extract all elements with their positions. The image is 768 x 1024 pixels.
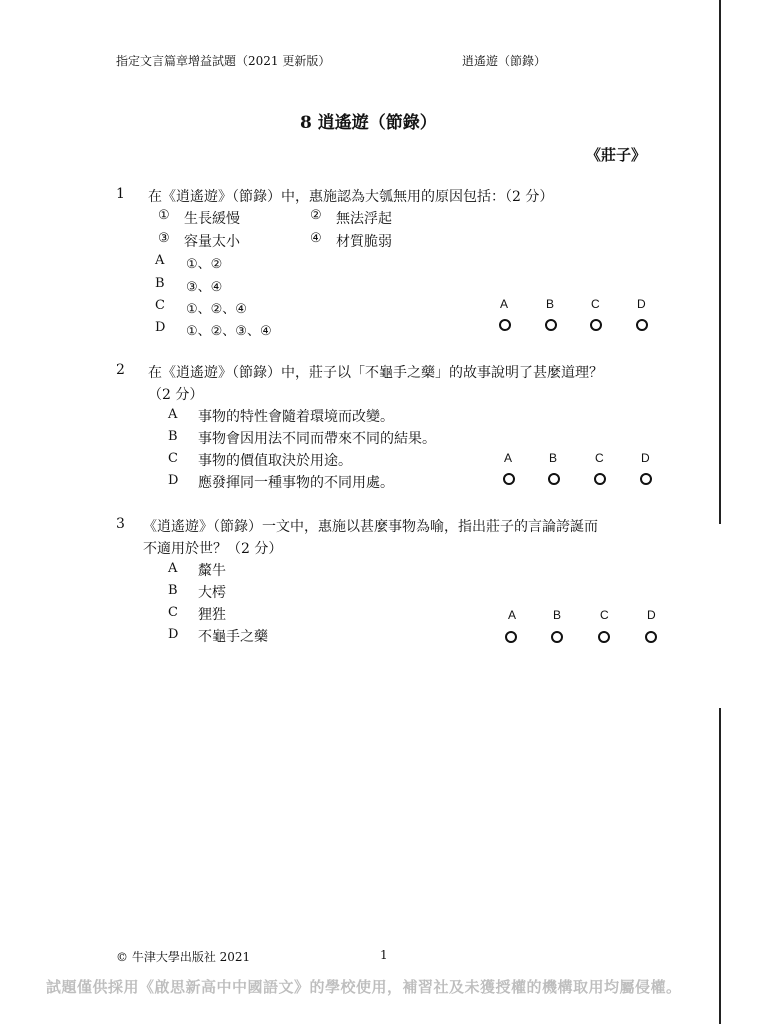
option-letter: A: [155, 253, 165, 268]
option-text: 狸狌: [198, 607, 226, 623]
option-letter: A: [168, 407, 178, 422]
margin-rule-top: [719, 0, 721, 524]
question-number: 2: [116, 362, 125, 378]
item-mark: ②: [310, 208, 322, 223]
answer-bubble-c[interactable]: [598, 631, 610, 643]
option-text: 斄牛: [198, 563, 226, 579]
option-letter: D: [168, 627, 179, 642]
question-stem: （2 分）: [148, 387, 204, 403]
answer-bubble-a[interactable]: [499, 319, 511, 331]
item-mark: ③: [158, 231, 170, 246]
answer-bubble-b[interactable]: [548, 473, 560, 485]
item-mark: ①: [158, 208, 170, 223]
answer-letter: A: [508, 608, 517, 622]
option-letter: D: [168, 473, 179, 488]
option-letter: B: [155, 276, 165, 291]
item-text: 無法浮起: [336, 211, 392, 227]
answer-letter: D: [647, 608, 656, 622]
header-right: 逍遙遊（節錄）: [462, 54, 547, 68]
copyright: © 牛津大學出版社 2021: [116, 950, 251, 964]
answer-bubble-c[interactable]: [590, 319, 602, 331]
answer-letter: D: [637, 297, 646, 311]
question-stem: 在《逍遙遊》（節錄）中，莊子以「不龜手之藥」的故事說明了甚麼道理？: [148, 365, 603, 381]
option-text: 事物的價值取決於用途。: [198, 453, 352, 469]
option-text: ①、②、③、④: [186, 324, 272, 339]
item-text: 生長緩慢: [184, 211, 240, 227]
page-number: 1: [380, 948, 388, 962]
option-letter: C: [168, 605, 178, 620]
answer-bubble-c[interactable]: [594, 473, 606, 485]
option-text: 事物會因用法不同而帶來不同的結果。: [198, 431, 436, 447]
item-text: 容量太小: [184, 234, 240, 250]
option-text: ①、②: [186, 257, 223, 272]
question-stem: 在《逍遙遊》（節錄）中，惠施認為大瓠無用的原因包括：（2 分）: [148, 189, 554, 205]
option-letter: D: [155, 320, 166, 335]
option-text: 不龜手之藥: [198, 629, 268, 645]
answer-letter: B: [553, 608, 562, 622]
answer-letter: A: [500, 297, 509, 311]
option-letter: B: [168, 583, 178, 598]
option-letter: B: [168, 429, 178, 444]
question-number: 1: [116, 186, 125, 202]
answer-bubble-d[interactable]: [640, 473, 652, 485]
answer-bubble-b[interactable]: [545, 319, 557, 331]
answer-bubble-a[interactable]: [505, 631, 517, 643]
option-text: 應發揮同一種事物的不同用處。: [198, 475, 394, 491]
question-stem: 不適用於世？（2 分）: [143, 541, 283, 557]
page-title: 8 逍遙遊（節錄）: [300, 113, 437, 133]
margin-rule-bottom: [719, 708, 721, 1024]
answer-letter: A: [504, 451, 513, 465]
option-letter: A: [168, 561, 178, 576]
answer-letter: C: [595, 451, 604, 465]
answer-bubble-a[interactable]: [503, 473, 515, 485]
author: 《莊子》: [586, 146, 647, 164]
answer-bubble-d[interactable]: [645, 631, 657, 643]
option-text: 大樗: [198, 585, 226, 601]
question-stem: 《逍遙遊》（節錄）一文中，惠施以甚麼事物為喻，指出莊子的言論誇誕而: [143, 519, 598, 535]
answer-bubble-d[interactable]: [636, 319, 648, 331]
option-text: ③、④: [186, 280, 223, 295]
answer-letter: D: [641, 451, 650, 465]
option-text: 事物的特性會隨着環境而改變。: [198, 409, 394, 425]
answer-letter: C: [600, 608, 609, 622]
option-letter: C: [168, 451, 178, 466]
header-left: 指定文言篇章增益試題（2021 更新版）: [116, 54, 331, 68]
answer-letter: B: [549, 451, 558, 465]
answer-letter: C: [591, 297, 600, 311]
answer-letter: B: [546, 297, 555, 311]
copyright-watermark: 試題僅供採用《啟思新高中中國語文》的學校使用，補習社及未獲授權的機構取用均屬侵權。: [46, 978, 682, 996]
option-text: ①、②、④: [186, 302, 247, 317]
item-mark: ④: [310, 231, 322, 246]
item-text: 材質脆弱: [336, 234, 392, 250]
answer-bubble-b[interactable]: [551, 631, 563, 643]
option-letter: C: [155, 298, 165, 313]
question-number: 3: [116, 516, 125, 532]
